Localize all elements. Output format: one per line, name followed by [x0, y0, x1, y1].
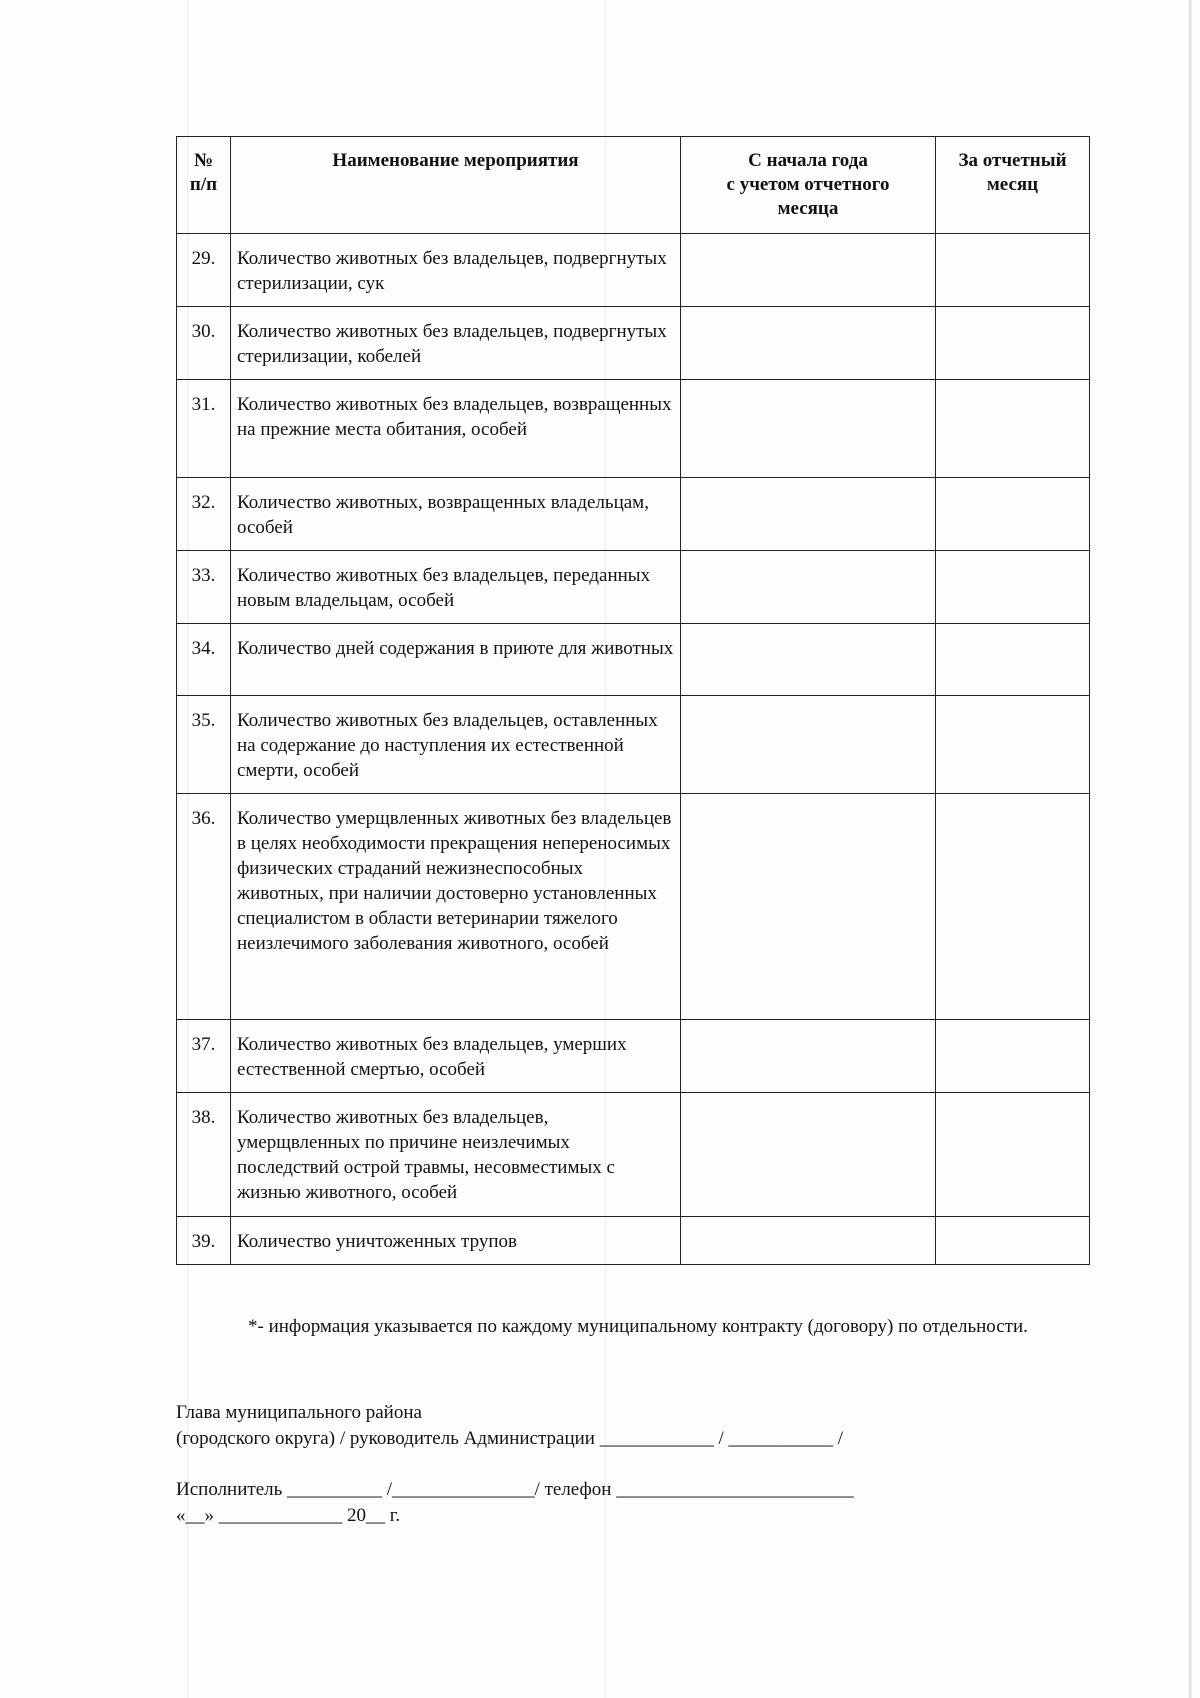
row-activity-name: Количество животных без владельцев, переданных новым владельцам, особей: [231, 551, 681, 624]
table-row: [177, 696, 1090, 794]
row-number: 34.: [177, 624, 231, 696]
table-row: [177, 478, 1090, 551]
header-activity-name: Наименование мероприятия: [231, 137, 681, 234]
row-number: 39.: [177, 1217, 231, 1265]
row-activity-name: Количество животных без владельцев, умерщвленных по причине неизлечимых последствий острой травмы, несовместимых с жизнью животного, особей: [231, 1093, 681, 1217]
row-year-to-date-value: [681, 794, 936, 1020]
row-number: 32.: [177, 478, 231, 551]
row-year-to-date-value: [681, 1093, 936, 1217]
row-number: 37.: [177, 1020, 231, 1093]
footnote: *- информация указывается по каждому муниципальному контракту (договору) по отдельности.: [248, 1316, 1028, 1337]
row-year-to-date-value: [681, 624, 936, 696]
row-month-value: [936, 624, 1090, 696]
row-activity-name: Количество животных без владельцев, подвергнутых стерилизации, сук: [231, 234, 681, 307]
row-year-to-date-value: [681, 696, 936, 794]
table-row: [177, 794, 1090, 1020]
row-number: 31.: [177, 380, 231, 478]
row-activity-name: Количество животных без владельцев, возвращенных на прежние места обитания, особей: [231, 380, 681, 478]
row-activity-name: Количество животных, возвращенных владельцам, особей: [231, 478, 681, 551]
header-number: № п/п: [177, 137, 231, 234]
row-month-value: [936, 551, 1090, 624]
row-year-to-date-value: [681, 234, 936, 307]
row-number: 29.: [177, 234, 231, 307]
header-reporting-month: За отчетный месяц: [936, 137, 1090, 234]
table-row: [177, 551, 1090, 624]
row-number: 33.: [177, 551, 231, 624]
row-activity-name: Количество уничтоженных трупов: [231, 1217, 681, 1265]
table-row: [177, 1093, 1090, 1217]
row-number: 36.: [177, 794, 231, 1020]
head-title: Глава муниципального района: [176, 1402, 422, 1423]
table-row: [177, 1217, 1090, 1265]
row-number: 35.: [177, 696, 231, 794]
table-row: [177, 234, 1090, 307]
table-row: [177, 624, 1090, 696]
row-activity-name: Количество животных без владельцев, умерших естественной смертью, особей: [231, 1020, 681, 1093]
row-month-value: [936, 1020, 1090, 1093]
table-header-row: [177, 137, 1090, 234]
table-row: [177, 380, 1090, 478]
row-month-value: [936, 478, 1090, 551]
row-month-value: [936, 307, 1090, 380]
row-year-to-date-value: [681, 380, 936, 478]
row-month-value: [936, 234, 1090, 307]
row-activity-name: Количество животных без владельцев, оставленных на содержание до наступления их естественной смерти, особей: [231, 696, 681, 794]
row-year-to-date-value: [681, 1217, 936, 1265]
row-activity-name: Количество умерщвленных животных без владельцев в целях необходимости прекращения непереносимых физических страданий нежизнеспособных животных, при наличии достоверно установленных специалистом в области ветеринарии тяжелого неизлечимого заболевания животного, особей: [231, 794, 681, 1020]
row-activity-name: Количество животных без владельцев, подвергнутых стерилизации, кобелей: [231, 307, 681, 380]
row-month-value: [936, 696, 1090, 794]
header-year-to-date: С начала года с учетом отчетного месяца: [681, 137, 936, 234]
head-signature-line: (городского округа) / руководитель Администрации ____________ / ___________ /: [176, 1428, 844, 1449]
executor-line: Исполнитель __________ /_______________/ телефон _________________________: [176, 1479, 854, 1500]
row-number: 30.: [177, 307, 231, 380]
table-row: [177, 1020, 1090, 1093]
report-table: [176, 136, 1090, 1265]
row-number: 38.: [177, 1093, 231, 1217]
row-activity-name: Количество дней содержания в приюте для животных: [231, 624, 681, 696]
row-month-value: [936, 794, 1090, 1020]
row-month-value: [936, 1093, 1090, 1217]
row-month-value: [936, 1217, 1090, 1265]
date-line: «__» _____________ 20__ г.: [176, 1505, 401, 1526]
row-year-to-date-value: [681, 551, 936, 624]
table-row: [177, 307, 1090, 380]
page-edge: [1189, 0, 1192, 1698]
row-month-value: [936, 380, 1090, 478]
row-year-to-date-value: [681, 1020, 936, 1093]
row-year-to-date-value: [681, 478, 936, 551]
row-year-to-date-value: [681, 307, 936, 380]
